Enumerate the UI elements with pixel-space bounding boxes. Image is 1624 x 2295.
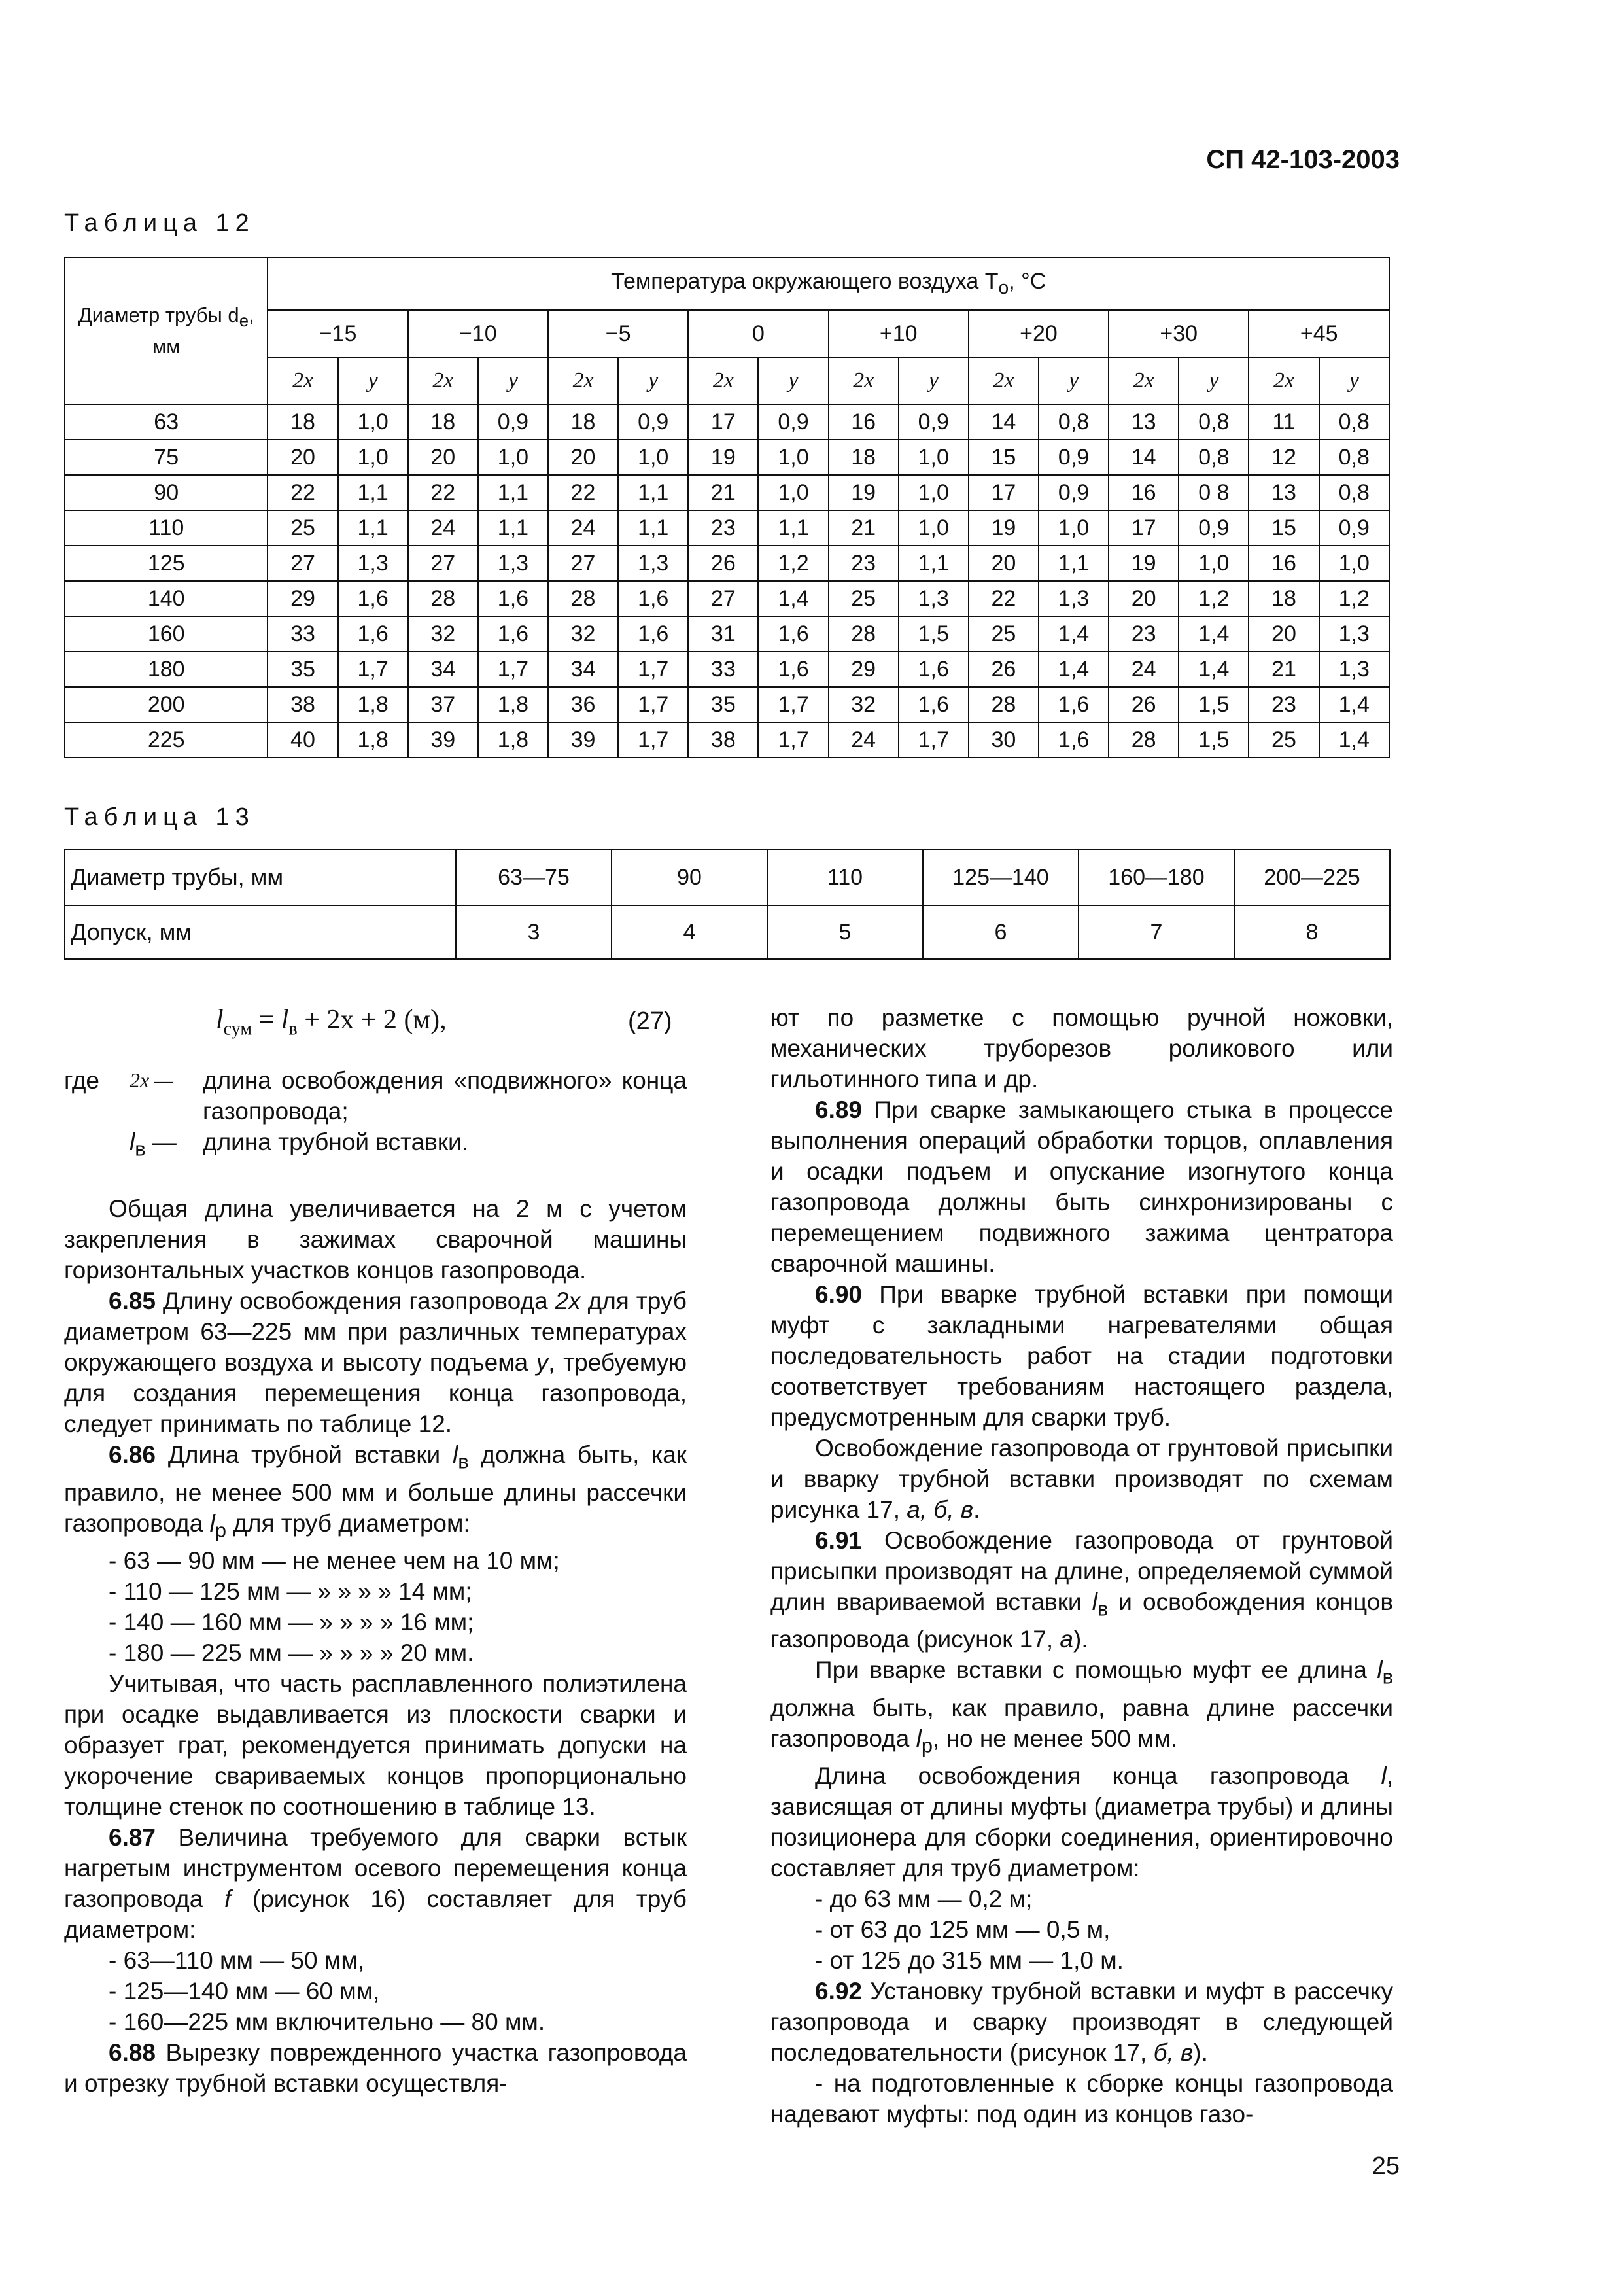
table-12-value-cell: 1,6: [478, 581, 548, 616]
table-12-value-cell: 0,9: [1179, 510, 1249, 546]
table-12-value-cell: 20: [1109, 581, 1179, 616]
table-12-value-cell: 1,0: [618, 440, 688, 475]
table-12-value-cell: 16: [829, 404, 899, 440]
table-13-tolerance-cell: 6: [923, 905, 1079, 959]
table-13-caption: Таблица 13: [64, 803, 255, 831]
table-12-value-cell: 0,8: [1319, 440, 1389, 475]
table-12-sub-2x: 2x: [408, 357, 478, 404]
paragraph-last: - на подготовленные к сборке концы газопровода надевают муфты: под один из концов газо-: [770, 2070, 1393, 2128]
table-12-value-cell: 20: [408, 440, 478, 475]
table-13-diameter-cell: 200—225: [1234, 849, 1390, 905]
table-12-value-cell: 1,3: [478, 546, 548, 581]
table-12-value-cell: 18: [408, 404, 478, 440]
table-12-value-cell: 15: [1249, 510, 1319, 546]
formula-number: (27): [628, 1007, 672, 1035]
table-12-value-cell: 1,3: [618, 546, 688, 581]
table-12-sub-2x: 2x: [1109, 357, 1179, 404]
list-6-87: [64, 1945, 687, 2037]
table-12-value-cell: 23: [829, 546, 899, 581]
table-12-value-cell: 1,5: [1179, 687, 1249, 722]
table-12-value-cell: 1,7: [618, 652, 688, 687]
def-2x-symbol: 2x —: [130, 1068, 173, 1092]
table-12-value-cell: 23: [688, 510, 758, 546]
table-12-value-cell: 18: [548, 404, 618, 440]
table-12-value-cell: 1,0: [478, 440, 548, 475]
table-12-value-cell: 1,8: [478, 722, 548, 758]
table-12-value-cell: 30: [969, 722, 1039, 758]
table-row: [65, 652, 1389, 687]
table-12-sub-2x: 2x: [548, 357, 618, 404]
table-12-value-cell: 32: [548, 616, 618, 652]
table-12-value-cell: 33: [688, 652, 758, 687]
table-12-value-cell: 0,9: [618, 404, 688, 440]
table-12-value-cell: 1,6: [1039, 687, 1109, 722]
table-12-value-cell: 1,1: [899, 546, 969, 581]
table-12-value-cell: 1,0: [1039, 510, 1109, 546]
table-12-value-cell: 35: [268, 652, 337, 687]
table-12-value-cell: 11: [1249, 404, 1319, 440]
table-13-diameter-cell: 110: [767, 849, 923, 905]
table-12-sub-2x: 2x: [969, 357, 1039, 404]
table-12-temp-header: −5: [548, 310, 688, 357]
table-12-value-cell: 1,0: [1319, 546, 1389, 581]
table-12-diameter-cell: 125: [65, 546, 268, 581]
table-12-value-cell: 25: [829, 581, 899, 616]
page-number: 25: [1372, 2152, 1400, 2180]
table-12-temp-header: +20: [969, 310, 1109, 357]
table-12-sub-2x: 2x: [268, 357, 337, 404]
table-12-value-cell: 1,1: [338, 475, 408, 510]
table-12-value-cell: 12: [1249, 440, 1319, 475]
table-12-temp-header: +30: [1109, 310, 1249, 357]
table-12-value-cell: 1,6: [758, 652, 828, 687]
table-12-value-cell: 1,4: [1179, 652, 1249, 687]
table-12-diameter-cell: 140: [65, 581, 268, 616]
table-12-value-cell: 25: [268, 510, 337, 546]
table-12-value-cell: 1,6: [618, 616, 688, 652]
table-12-value-cell: 36: [548, 687, 618, 722]
table-12-value-cell: 28: [1109, 722, 1179, 758]
definition-lv: [64, 1127, 687, 1164]
table-12-value-cell: 28: [548, 581, 618, 616]
table-12-value-cell: 1,1: [618, 475, 688, 510]
table-12-value-cell: 29: [268, 581, 337, 616]
table-12-value-cell: 15: [969, 440, 1039, 475]
table-12-value-cell: 39: [408, 722, 478, 758]
table-12-value-cell: 1,0: [758, 475, 828, 510]
table-12-value-cell: 39: [548, 722, 618, 758]
paragraph-6-85: 6.85 Длину освобождения газопровода 2x для труб диаметром 63—225 мм при различных температурах окружающего воздуха и высоту подъема y, требуемую для создания перемещения конца газопровода, следует принимать по таблице 12.: [64, 1288, 687, 1438]
table-12-temp-header: 0: [688, 310, 828, 357]
paragraph-6-92: 6.92 Установку трубной вставки и муфт в рассечку газопровода и сварку производят в следующей последовательности (рисунок 17, б, в).: [770, 1978, 1393, 2067]
table-12-value-cell: 38: [268, 687, 337, 722]
table-12-value-cell: 24: [1109, 652, 1179, 687]
table-12-value-cell: 17: [688, 404, 758, 440]
table-12-value-cell: 1,6: [899, 652, 969, 687]
table-row: [65, 687, 1389, 722]
table-12-value-cell: 1,3: [1039, 581, 1109, 616]
table-12-value-cell: 20: [1249, 616, 1319, 652]
paragraph-total-length: Общая длина увеличивается на 2 м с учетом закрепления в зажимах сварочной машины горизонтальных участков концов газопровода.: [64, 1195, 687, 1284]
table-12-value-cell: 28: [969, 687, 1039, 722]
table-12-value-cell: 19: [969, 510, 1039, 546]
table-12-value-cell: 40: [268, 722, 337, 758]
table-12-value-cell: 1,0: [899, 440, 969, 475]
table-12-value-cell: 23: [1109, 616, 1179, 652]
table-12-value-cell: 17: [1109, 510, 1179, 546]
table-12-value-cell: 1,3: [1319, 652, 1389, 687]
table-12-value-cell: 1,6: [478, 616, 548, 652]
table-13-tolerance-cell: 4: [612, 905, 767, 959]
table-12-sub-y: y: [478, 357, 548, 404]
table-12-value-cell: 27: [688, 581, 758, 616]
table-12-value-cell: 1,4: [1039, 652, 1109, 687]
right-column: [770, 1002, 1393, 2129]
table-12-value-cell: 18: [268, 404, 337, 440]
paragraph-6-88: 6.88 Вырезку поврежденного участка газопровода и отрезку трубной вставки осуществля-: [64, 2039, 687, 2097]
table-12-sub-2x: 2x: [688, 357, 758, 404]
table-12-diameter-cell: 110: [65, 510, 268, 546]
list-6-86: [64, 1545, 687, 1668]
table-12-value-cell: 1,8: [338, 687, 408, 722]
table-12-value-cell: 0,9: [478, 404, 548, 440]
table-row: [65, 510, 1389, 546]
table-12-value-cell: 1,7: [618, 687, 688, 722]
table-12-value-cell: 1,4: [1179, 616, 1249, 652]
table-12-temp-header: +10: [829, 310, 969, 357]
paragraph-6-89: 6.89 При сварке замыкающего стыка в процессе выполнения операций обработки торцов, оплавления и осадки подъем и опускание изогнутого конца газопровода должны быть синхронизированы с перемещением подвижного зажима центратора сварочной машины.: [770, 1096, 1393, 1277]
table-12-value-cell: 0,8: [1319, 404, 1389, 440]
table-12-value-cell: 28: [408, 581, 478, 616]
table-12-value-cell: 34: [548, 652, 618, 687]
table-12-value-cell: 1,4: [1319, 722, 1389, 758]
table-12-value-cell: 29: [829, 652, 899, 687]
table-12-group-title: Температура окружающего воздуха $T_o$, °С: [268, 258, 1389, 310]
table-12-value-cell: 22: [548, 475, 618, 510]
table-12-value-cell: 0,8: [1039, 404, 1109, 440]
where-word: где: [64, 1067, 100, 1094]
paragraph-6-86: 6.86 Длина трубной вставки $l_в$ должна быть, как правило, не менее 500 мм и больше длины рассечки газопровода $l_р$ для труб диаметром:: [64, 1441, 687, 1542]
table-12-sub-y: y: [899, 357, 969, 404]
table-12-value-cell: 1,3: [899, 581, 969, 616]
list-item: - от 125 до 315 мм — 1,0 м.: [815, 1947, 1124, 1974]
table-13-diameter-cell: 90: [612, 849, 767, 905]
list-item: - 110 — 125 мм — » » » » 14 мм;: [109, 1578, 472, 1605]
table-12-sub-y: y: [1319, 357, 1389, 404]
table-12-value-cell: 0,9: [758, 404, 828, 440]
table-12-value-cell: 34: [408, 652, 478, 687]
table-13-tolerance-cell: 7: [1079, 905, 1234, 959]
list-item: - 140 — 160 мм — » » » » 16 мм;: [109, 1609, 474, 1636]
table-12-value-cell: 14: [1109, 440, 1179, 475]
document-code: СП 42-103-2003: [1206, 145, 1400, 174]
table-12-value-cell: 32: [829, 687, 899, 722]
table-12-diameter-cell: 63: [65, 404, 268, 440]
table-12-value-cell: 1,4: [1039, 616, 1109, 652]
def-lv-text: длина трубной вставки.: [203, 1129, 468, 1155]
table-12-value-cell: 22: [408, 475, 478, 510]
list-item: - 160—225 мм включительно — 80 мм.: [109, 2008, 545, 2036]
table-12-value-cell: 19: [688, 440, 758, 475]
table-12-value-cell: 26: [1109, 687, 1179, 722]
table-row: [65, 475, 1389, 510]
table-row: [65, 581, 1389, 616]
table-12-value-cell: 13: [1249, 475, 1319, 510]
table-row: [65, 546, 1389, 581]
table-13-tolerance-cell: 3: [456, 905, 612, 959]
table-12-value-cell: 37: [408, 687, 478, 722]
table-12-value-cell: 1,6: [338, 581, 408, 616]
list-item: - 125—140 мм — 60 мм,: [109, 1978, 380, 2005]
table-12-value-cell: 0,8: [1179, 404, 1249, 440]
table-12-value-cell: 21: [829, 510, 899, 546]
table-12-value-cell: 31: [688, 616, 758, 652]
formula-27: $l_{сум} = l_в + 2x + 2$ (м),: [216, 1005, 447, 1040]
table-12-diameter-cell: 225: [65, 722, 268, 758]
list-item: - до 63 мм — 0,2 м;: [815, 1885, 1033, 1913]
table-12-value-cell: 1,6: [1039, 722, 1109, 758]
table-12-sub-y: y: [1039, 357, 1109, 404]
table-12-value-cell: 25: [969, 616, 1039, 652]
table-12-value-cell: 13: [1109, 404, 1179, 440]
table-12-value-cell: 1,0: [758, 440, 828, 475]
table-12-value-cell: 1,7: [618, 722, 688, 758]
list-item: - от 63 до 125 мм — 0,5 м,: [815, 1916, 1111, 1944]
table-row: [65, 404, 1389, 440]
paragraph-continued: ют по разметке с помощью ручной ножовки, механических труборезов роликового или гильотинного типа и др.: [770, 1004, 1393, 1093]
table-12-sub-y: y: [1179, 357, 1249, 404]
table-row: [65, 440, 1389, 475]
table-12-value-cell: 19: [829, 475, 899, 510]
table-12-value-cell: 20: [548, 440, 618, 475]
table-12-value-cell: 1,7: [899, 722, 969, 758]
table-13-diameter-cell: 160—180: [1079, 849, 1234, 905]
table-12-value-cell: 1,5: [1179, 722, 1249, 758]
def-lv-symbol: $l_в$ —: [130, 1129, 177, 1161]
table-12-sub-y: y: [758, 357, 828, 404]
paragraph-coupling: При вварке вставки с помощью муфт ее длина $l_в$ должна быть, как правило, равна длине рассечки газопровода $l_р$, но не менее 500 мм.: [770, 1656, 1393, 1757]
table-12-value-cell: 16: [1249, 546, 1319, 581]
table-13-diameter-cell: 125—140: [923, 849, 1079, 905]
table-12-value-cell: 0 8: [1179, 475, 1249, 510]
table-12-caption: Таблица 12: [64, 209, 255, 237]
list-release-length: [770, 1883, 1393, 1976]
table-12-value-cell: 23: [1249, 687, 1319, 722]
table-12-value-cell: 1,0: [338, 404, 408, 440]
paragraph-release-length: Длина освобождения конца газопровода l, зависящая от длины муфты (диаметра трубы) и длины позиционера для сборки соединения, ориентировочно составляет для труб диаметром:: [770, 1762, 1393, 1882]
table-12-value-cell: 16: [1109, 475, 1179, 510]
table-12-value-cell: 24: [548, 510, 618, 546]
table-13-diameter-label: Диаметр трубы, мм: [65, 849, 456, 905]
table-row: [65, 722, 1389, 758]
table-12-value-cell: 1,7: [758, 722, 828, 758]
table-12-temp-header: +45: [1249, 310, 1389, 357]
paragraph-release: Освобождение газопровода от грунтовой присыпки и вварку трубной вставки производят по схемам рисунка 17, а, б, в.: [770, 1435, 1393, 1523]
table-12-value-cell: 0,8: [1179, 440, 1249, 475]
table-12: [64, 257, 1390, 758]
table-12-value-cell: 1,3: [1319, 616, 1389, 652]
table-12-value-cell: 25: [1249, 722, 1319, 758]
table-12-sub-2x: 2x: [1249, 357, 1319, 404]
table-13: [64, 849, 1391, 960]
table-12-value-cell: 1,2: [1319, 581, 1389, 616]
table-12-temp-header: −15: [268, 310, 407, 357]
table-12-value-cell: 19: [1109, 546, 1179, 581]
table-12-value-cell: 33: [268, 616, 337, 652]
table-13-tolerance-cell: 8: [1234, 905, 1390, 959]
table-12-value-cell: 1,0: [899, 510, 969, 546]
table-12-value-cell: 1,0: [338, 440, 408, 475]
table-12-value-cell: 22: [969, 581, 1039, 616]
table-12-value-cell: 24: [408, 510, 478, 546]
table-12-sub-y: y: [338, 357, 408, 404]
table-12-value-cell: 1,2: [758, 546, 828, 581]
table-12-value-cell: 26: [969, 652, 1039, 687]
table-12-diameter-cell: 75: [65, 440, 268, 475]
table-12-value-cell: 1,1: [478, 510, 548, 546]
table-13-tolerance-label: Допуск, мм: [65, 905, 456, 959]
table-12-value-cell: 1,2: [1179, 581, 1249, 616]
table-12-value-cell: 1,1: [758, 510, 828, 546]
paragraph-6-91: 6.91 Освобождение газопровода от грунтовой присыпки производят на длине, определяемой суммой длин ввариваемой вставки $l_в$ и освобождения концов газопровода (рисунок 17, а).: [770, 1527, 1393, 1653]
table-12-value-cell: 20: [969, 546, 1039, 581]
table-12-value-cell: 0,9: [1039, 440, 1109, 475]
table-12-value-cell: 27: [268, 546, 337, 581]
table-12-value-cell: 1,6: [899, 687, 969, 722]
table-12-value-cell: 21: [688, 475, 758, 510]
table-12-value-cell: 1,7: [338, 652, 408, 687]
paragraph-6-87: 6.87 Величина требуемого для сварки встык нагретым инструментом осевого перемещения конца газопровода f (рисунок 16) составляет для труб диаметром:: [64, 1824, 687, 1944]
table-12-value-cell: 28: [829, 616, 899, 652]
table-12-value-cell: 1,5: [899, 616, 969, 652]
table-12-diameter-cell: 180: [65, 652, 268, 687]
table-12-value-cell: 1,3: [338, 546, 408, 581]
table-12-value-cell: 1,4: [1319, 687, 1389, 722]
left-column: [64, 1065, 687, 2099]
list-item: - 63 — 90 мм — не менее чем на 10 мм;: [109, 1547, 560, 1575]
table-12-value-cell: 0,8: [1319, 475, 1389, 510]
def-2x-text: длина освобождения «подвижного» конца газопровода;: [203, 1067, 687, 1125]
paragraph-6-90: 6.90 При вварке трубной вставки при помощи муфт с закладными нагревателями общая последовательность работ на стадии подготовки соответствует требованиям настоящего раздела, предусмотренным для сварки труб.: [770, 1281, 1393, 1431]
table-12-value-cell: 35: [688, 687, 758, 722]
table-12-value-cell: 1,6: [618, 581, 688, 616]
table-12-row-header: Диаметр трубы $d_e$, мм: [65, 258, 268, 404]
table-12-value-cell: 0,9: [1039, 475, 1109, 510]
table-12-value-cell: 1,4: [758, 581, 828, 616]
table-12-value-cell: 1,6: [338, 616, 408, 652]
definition-2x: [64, 1065, 687, 1127]
table-12-value-cell: 1,8: [338, 722, 408, 758]
table-12-value-cell: 17: [969, 475, 1039, 510]
table-12-value-cell: 1,0: [1179, 546, 1249, 581]
table-13-tolerance-cell: 5: [767, 905, 923, 959]
table-12-value-cell: 1,1: [478, 475, 548, 510]
table-12-value-cell: 20: [268, 440, 337, 475]
table-12-value-cell: 27: [548, 546, 618, 581]
table-12-value-cell: 1,0: [899, 475, 969, 510]
table-12-value-cell: 1,1: [338, 510, 408, 546]
table-12-value-cell: 18: [1249, 581, 1319, 616]
table-12-value-cell: 18: [829, 440, 899, 475]
paragraph-considering: Учитывая, что часть расплавленного полиэтилена при осадке выдавливается из плоскости сварки и образует грат, рекомендуется принимать допуски на укорочение свариваемых концов пропорционально толщине стенок по соотношению в таблице 13.: [64, 1670, 687, 1821]
table-12-value-cell: 14: [969, 404, 1039, 440]
table-12-sub-2x: 2x: [829, 357, 899, 404]
table-12-value-cell: 1,1: [1039, 546, 1109, 581]
table-12-sub-y: y: [618, 357, 688, 404]
table-12-value-cell: 0,9: [1319, 510, 1389, 546]
table-12-value-cell: 38: [688, 722, 758, 758]
table-12-value-cell: 1,6: [758, 616, 828, 652]
table-13-diameter-cell: 63—75: [456, 849, 612, 905]
table-12-value-cell: 27: [408, 546, 478, 581]
table-12-diameter-cell: 200: [65, 687, 268, 722]
table-12-value-cell: 1,7: [478, 652, 548, 687]
table-12-temp-header: −10: [408, 310, 548, 357]
table-12-value-cell: 1,1: [618, 510, 688, 546]
table-12-value-cell: 22: [268, 475, 337, 510]
table-12-diameter-cell: 90: [65, 475, 268, 510]
table-12-value-cell: 1,7: [758, 687, 828, 722]
table-12-value-cell: 0,9: [899, 404, 969, 440]
table-12-value-cell: 21: [1249, 652, 1319, 687]
table-12-value-cell: 26: [688, 546, 758, 581]
list-item: - 180 — 225 мм — » » » » 20 мм.: [109, 1639, 474, 1667]
table-row: [65, 616, 1389, 652]
table-12-value-cell: 1,8: [478, 687, 548, 722]
table-12-diameter-cell: 160: [65, 616, 268, 652]
list-item: - 63—110 мм — 50 мм,: [109, 1947, 365, 1974]
table-12-value-cell: 32: [408, 616, 478, 652]
table-12-value-cell: 24: [829, 722, 899, 758]
